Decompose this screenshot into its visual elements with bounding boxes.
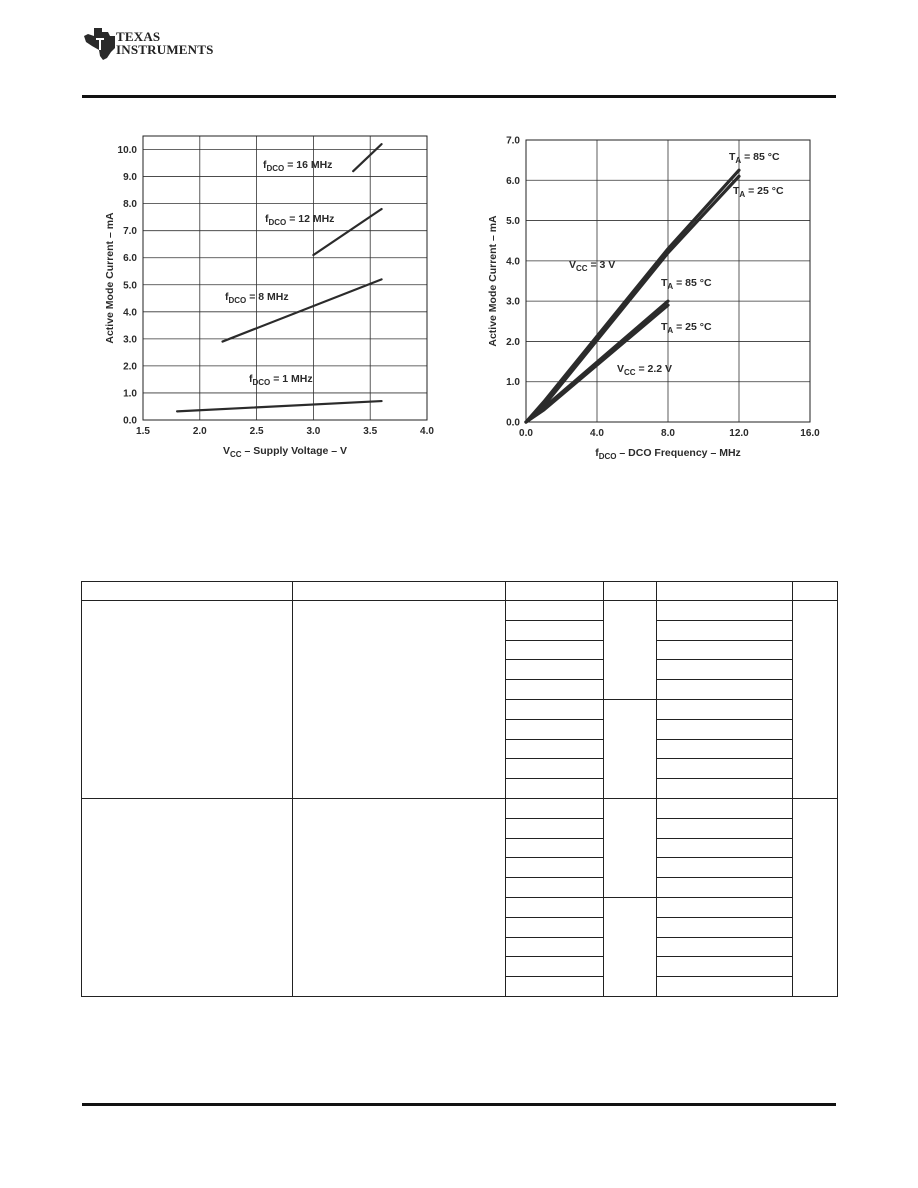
x-tick-label: 2.5 [249,426,264,437]
table-cell [506,917,604,937]
series-annotation: $T_A = 85$ °C [729,151,780,165]
table-cell-group [793,798,838,996]
y-tick-label: 1.0 [506,377,520,389]
table-cell [506,858,604,878]
table-header-cell [604,582,657,601]
table-row [82,601,838,621]
table-cell [657,917,793,937]
x-tick-label: 3.0 [306,426,321,437]
y-tick-label: 0.0 [506,417,520,429]
table-cell [657,719,793,739]
table-cell-subgroup [604,897,657,996]
table-cell [657,640,793,660]
table-cell [657,759,793,779]
y-tick-label: 6.0 [123,253,137,265]
table-header-cell [657,582,793,601]
table-cell [506,957,604,977]
table-header-cell [293,582,506,601]
table-cell [506,779,604,799]
table-cell [506,798,604,818]
table-cell-group [293,601,506,799]
table-cell [506,977,604,997]
table-cell [506,739,604,759]
table-cell [506,699,604,719]
table-cell-group [293,798,506,996]
table-header-cell [82,582,293,601]
table-cell [506,937,604,957]
table-cell [506,640,604,660]
x-tick-label: 1.5 [136,426,150,437]
table-cell [657,601,793,621]
x-tick-label: 3.5 [363,426,378,437]
x-tick-label: 4.0 [420,426,434,437]
table-cell [506,878,604,898]
y-tick-label: 5.0 [506,216,520,228]
x-tick-label: 8.0 [661,428,675,439]
y-tick-label: 7.0 [506,135,520,147]
table-cell [657,699,793,719]
series-annotation: $V_{CC} = 3$ V [569,259,616,273]
y-tick-label: 4.0 [123,307,137,319]
series-annotation: $T_A = 25$ °C [733,185,784,199]
y-axis-label: Active Mode Current – mA [487,215,499,347]
table-cell [506,719,604,739]
table-cell [657,660,793,680]
y-tick-label: 3.0 [506,296,520,308]
header-rule [82,95,836,98]
table-header-cell [793,582,838,601]
y-axis-label: Active Mode Current – mA [104,212,116,344]
x-axis-label: $V_{CC}$ – Supply Voltage – V [223,445,347,459]
series-line [177,401,381,411]
x-tick-label: 4.0 [590,428,604,439]
table-cell [506,680,604,700]
spec-table [81,581,838,997]
y-tick-label: 10.0 [117,145,137,157]
y-tick-label: 0.0 [123,415,137,427]
table-cell [506,897,604,917]
x-tick-label: 16.0 [800,428,820,439]
y-tick-label: 5.0 [123,280,137,292]
table-cell [657,818,793,838]
table-cell [657,957,793,977]
table-header-cell [506,582,604,601]
y-tick-label: 4.0 [506,256,520,268]
y-tick-label: 9.0 [123,172,137,184]
table-cell-subgroup [604,601,657,700]
table-cell [657,620,793,640]
x-tick-label: 2.0 [192,426,207,437]
y-tick-label: 3.0 [123,334,137,346]
y-tick-label: 7.0 [123,226,137,238]
table-cell [657,779,793,799]
series-annotation: $T_A = 85$ °C [661,277,712,291]
table-cell [657,798,793,818]
table-cell [657,739,793,759]
series-annotation: $f_{DCO} = 8$ MHz [225,291,289,305]
y-tick-label: 2.0 [123,361,137,373]
brand-wordmark [116,30,214,56]
table-cell [657,977,793,997]
series-line [223,279,382,341]
table-cell [506,818,604,838]
table-cell-group [82,798,293,996]
table-row [82,798,838,818]
y-tick-label: 8.0 [123,199,137,211]
table-cell [657,897,793,917]
brand-line2: INSTRUMENTS [116,42,214,57]
table-cell [506,620,604,640]
chart-current-vs-fdco [470,128,840,468]
series-annotation: $f_{DCO} = 12$ MHz [265,213,335,227]
series-annotation: $V_{CC} = 2.2$ V [617,363,673,377]
table-cell [657,858,793,878]
x-tick-label: 12.0 [729,428,749,439]
table-cell [506,838,604,858]
table-cell-subgroup [604,798,657,897]
y-tick-label: 2.0 [506,336,520,348]
table-cell [657,838,793,858]
table-cell [657,937,793,957]
table-cell-subgroup [604,699,657,798]
table-cell [506,759,604,779]
table-cell [657,680,793,700]
table-header-row [82,582,838,601]
y-tick-label: 1.0 [123,388,137,400]
table-cell [506,601,604,621]
y-tick-label: 6.0 [506,175,520,187]
table-cell [506,660,604,680]
x-axis-label: $f_{DCO}$ – DCO Frequency – MHz [595,447,741,461]
series-annotation: $f_{DCO} = 16$ MHz [263,159,333,173]
brand-line1: TEXAS [116,29,161,44]
table-cell-group [82,601,293,799]
footer-rule [82,1103,836,1106]
x-tick-label: 0.0 [519,428,533,439]
table-cell-group [793,601,838,799]
chart-current-vs-vcc [80,128,450,468]
series-annotation: $f_{DCO} = 1$ MHz [249,373,313,387]
series-annotation: $T_A = 25$ °C [661,321,712,335]
series-line [353,144,381,171]
table-cell [657,878,793,898]
